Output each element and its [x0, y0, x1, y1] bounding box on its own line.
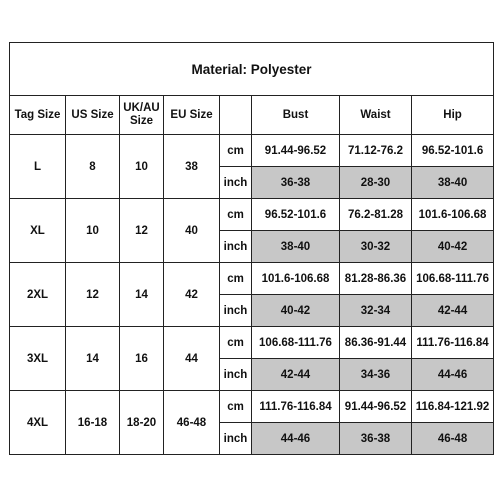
- hip-inch-cell: 46-48: [412, 423, 494, 455]
- bust-inch-cell: 38-40: [252, 231, 340, 263]
- waist-inch-cell: 30-32: [340, 231, 412, 263]
- size-chart-table: [9, 42, 494, 455]
- unit-cm-label: cm: [220, 263, 252, 295]
- bust-cm-cell: 101.6-106.68: [252, 263, 340, 295]
- table-row: [10, 263, 494, 295]
- bust-cm-cell: 106.68-111.76: [252, 327, 340, 359]
- waist-cm-cell: 91.44-96.52: [340, 391, 412, 423]
- table-row: [10, 135, 494, 167]
- header-uk-au-size: UK/AU Size: [120, 96, 164, 135]
- bust-inch-cell: 36-38: [252, 167, 340, 199]
- tag-size-cell: 2XL: [10, 263, 66, 327]
- header-bust: Bust: [252, 96, 340, 135]
- eu-size-cell: 42: [164, 263, 220, 327]
- unit-inch-label: inch: [220, 423, 252, 455]
- hip-cm-cell: 106.68-111.76: [412, 263, 494, 295]
- unit-cm-label: cm: [220, 135, 252, 167]
- eu-size-cell: 38: [164, 135, 220, 199]
- waist-inch-cell: 32-34: [340, 295, 412, 327]
- tag-size-cell: L: [10, 135, 66, 199]
- uk-au-size-cell: 14: [120, 263, 164, 327]
- unit-inch-label: inch: [220, 167, 252, 199]
- hip-inch-cell: 38-40: [412, 167, 494, 199]
- material-title: Material: Polyester: [10, 43, 494, 96]
- header-hip: Hip: [412, 96, 494, 135]
- unit-cm-label: cm: [220, 199, 252, 231]
- waist-cm-cell: 81.28-86.36: [340, 263, 412, 295]
- bust-cm-cell: 91.44-96.52: [252, 135, 340, 167]
- bust-inch-cell: 42-44: [252, 359, 340, 391]
- tag-size-cell: XL: [10, 199, 66, 263]
- header-us-size: US Size: [66, 96, 120, 135]
- size-chart: [9, 42, 493, 455]
- unit-cm-label: cm: [220, 327, 252, 359]
- us-size-cell: 14: [66, 327, 120, 391]
- uk-au-size-cell: 16: [120, 327, 164, 391]
- header-waist: Waist: [340, 96, 412, 135]
- us-size-cell: 12: [66, 263, 120, 327]
- tag-size-cell: 4XL: [10, 391, 66, 455]
- hip-cm-cell: 96.52-101.6: [412, 135, 494, 167]
- bust-cm-cell: 96.52-101.6: [252, 199, 340, 231]
- uk-au-size-cell: 10: [120, 135, 164, 199]
- hip-inch-cell: 44-46: [412, 359, 494, 391]
- unit-inch-label: inch: [220, 359, 252, 391]
- eu-size-cell: 46-48: [164, 391, 220, 455]
- hip-cm-cell: 101.6-106.68: [412, 199, 494, 231]
- uk-au-size-cell: 12: [120, 199, 164, 263]
- bust-cm-cell: 111.76-116.84: [252, 391, 340, 423]
- eu-size-cell: 40: [164, 199, 220, 263]
- hip-inch-cell: 40-42: [412, 231, 494, 263]
- uk-au-size-cell: 18-20: [120, 391, 164, 455]
- us-size-cell: 10: [66, 199, 120, 263]
- header-unit: [220, 96, 252, 135]
- table-row: [10, 327, 494, 359]
- waist-cm-cell: 71.12-76.2: [340, 135, 412, 167]
- header-eu-size: EU Size: [164, 96, 220, 135]
- unit-inch-label: inch: [220, 295, 252, 327]
- tag-size-cell: 3XL: [10, 327, 66, 391]
- hip-cm-cell: 111.76-116.84: [412, 327, 494, 359]
- waist-inch-cell: 34-36: [340, 359, 412, 391]
- unit-inch-label: inch: [220, 231, 252, 263]
- table-row: [10, 391, 494, 423]
- us-size-cell: 8: [66, 135, 120, 199]
- table-row: [10, 199, 494, 231]
- hip-cm-cell: 116.84-121.92: [412, 391, 494, 423]
- waist-cm-cell: 86.36-91.44: [340, 327, 412, 359]
- unit-cm-label: cm: [220, 391, 252, 423]
- waist-inch-cell: 28-30: [340, 167, 412, 199]
- hip-inch-cell: 42-44: [412, 295, 494, 327]
- title-row: [10, 43, 494, 96]
- bust-inch-cell: 40-42: [252, 295, 340, 327]
- waist-cm-cell: 76.2-81.28: [340, 199, 412, 231]
- bust-inch-cell: 44-46: [252, 423, 340, 455]
- header-row: [10, 96, 494, 135]
- eu-size-cell: 44: [164, 327, 220, 391]
- header-tag-size: Tag Size: [10, 96, 66, 135]
- waist-inch-cell: 36-38: [340, 423, 412, 455]
- us-size-cell: 16-18: [66, 391, 120, 455]
